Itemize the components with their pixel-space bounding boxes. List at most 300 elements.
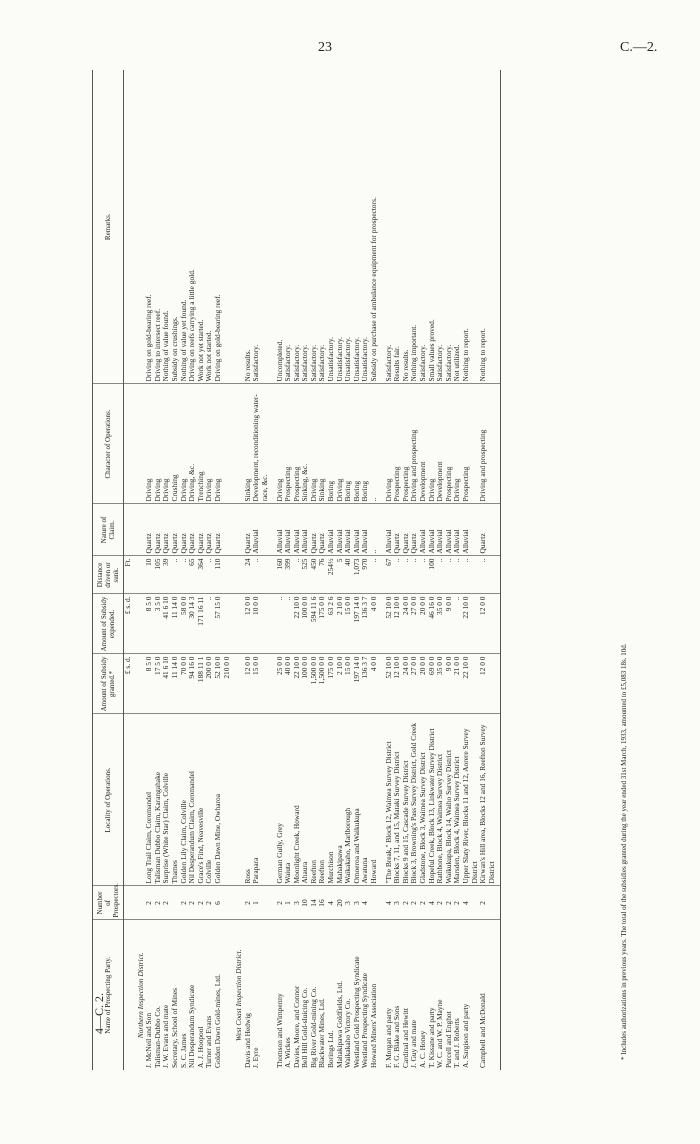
cell-locality: Grace's Find, Neavesville [197, 714, 206, 886]
subsidy-table [92, 70, 501, 1070]
cell-character: Boring [361, 384, 370, 504]
cell-remarks: Satisfactory. [445, 70, 454, 384]
cell-character [223, 384, 232, 504]
empty-cell [231, 504, 244, 556]
cell-num: 2 [453, 886, 462, 920]
cell-granted: 100 0 0 [301, 654, 310, 714]
cell-party: Westland Prospecting Syndicate [360, 972, 370, 1068]
cell-character: .. [370, 384, 379, 504]
cell-character: Crushing [171, 384, 180, 504]
cell-nature: .. [370, 504, 379, 556]
footnote: * Includes authorizations in previous years. The total of the subsidies granted during the year ended 31st March, 1933, amounted to £5,083 18s. 10d. [620, 643, 628, 1060]
cell-expended: .. [453, 594, 462, 654]
cell-character: Driving [214, 384, 223, 504]
cell-num: 2 [197, 886, 206, 920]
cell-remarks: Satisfactory. [301, 70, 310, 384]
cell-expended: 171 16 11 [197, 594, 206, 654]
col-header-remarks: Remarks. [93, 70, 124, 384]
cell-character: Sinking [244, 384, 253, 504]
cell-locality: Long Trail Claim, Coromandel [145, 714, 154, 886]
empty-cell [496, 384, 501, 504]
cell-num: 4 [462, 886, 479, 920]
units-granted: £ s. d. [124, 654, 133, 714]
cell-locality: German Gully, Grey [276, 714, 285, 886]
cell-expended: 35 0 0 [436, 594, 445, 654]
table-row [293, 70, 302, 1070]
page-reference: C.—2. [620, 40, 658, 55]
cell-distance: .. [436, 556, 445, 594]
cell-expended: .. [284, 594, 293, 654]
table-row [428, 70, 437, 1070]
cell-granted: 12 0 0 [244, 654, 253, 714]
cell-expended: 12 0 0 [479, 594, 496, 654]
cell-nature: Alluvial [327, 504, 336, 556]
cell-remarks: Satisfactory. [385, 70, 394, 384]
table-row [402, 70, 411, 1070]
cell-distance: 254½ [327, 556, 336, 594]
cell-distance: 24 [244, 556, 253, 594]
cell-nature: Alluvial [361, 504, 370, 556]
cell-granted: 17 5 0 [154, 654, 163, 714]
table-row [453, 70, 462, 1070]
cell-nature: Alluvial [276, 504, 285, 556]
cell-character: Prospecting [284, 384, 293, 504]
cell-granted: 20 0 0 [419, 654, 428, 714]
district-heading-row [231, 70, 244, 1070]
cell-nature: Quartz [318, 504, 327, 556]
cell-expended: 41 6 10 [162, 594, 171, 654]
cell-nature: Quartz [171, 504, 180, 556]
cell-num: 2 [436, 886, 445, 920]
cell-expended: 20 0 0 [419, 594, 428, 654]
cell-party: J. Eyre [251, 1047, 261, 1068]
cell-expended: 24 0 0 [402, 594, 411, 654]
cell-nature: Quartz [479, 504, 496, 556]
cell-distance: .. [479, 556, 496, 594]
cell-expended: .. [276, 594, 285, 654]
cell-num: 2 [244, 886, 253, 920]
cell-remarks: Driving on gold-bearing reef. [145, 70, 154, 384]
cell-remarks: No results. [244, 70, 253, 384]
cell-num: 3 [353, 886, 362, 920]
cell-party: F. Morgan and party [383, 1007, 393, 1068]
cell-granted: 41 6 10 [162, 654, 171, 714]
empty-cell [231, 654, 244, 714]
cell-expended: 175 0 0 [318, 594, 327, 654]
cell-granted: 9 0 0 [445, 654, 454, 714]
cell-locality: Block 3, Browning's Pass Survey District, Gold Creek [410, 714, 419, 886]
cell-remarks: Satisfactory. [436, 70, 445, 384]
cell-granted: 22 10 0 [462, 654, 479, 714]
cell-locality: Howard [370, 714, 379, 886]
cell-nature: Quartz [402, 504, 411, 556]
cell-remarks: Not utilized. [453, 70, 462, 384]
cell-granted: 21 0 0 [453, 654, 462, 714]
cell-expended: 3 5 0 [154, 594, 163, 654]
cell-nature: Alluvial [428, 504, 437, 556]
cell-remarks: Satisfactory. [293, 70, 302, 384]
cell-distance: 525 [301, 556, 310, 594]
cell-nature: Quartz [214, 504, 223, 556]
cell-granted: 35 0 0 [436, 654, 445, 714]
cell-nature: Quartz [410, 504, 419, 556]
cell-distance: 970 [361, 556, 370, 594]
cell-distance: .. [205, 556, 214, 594]
cell-party: J. W. Evans and mate [161, 1004, 171, 1068]
cell-granted: 11 14 0 [171, 654, 180, 714]
col-header-expended: Amount of Subsidy expended. [93, 594, 124, 654]
cell-granted: 8 5 0 [145, 654, 154, 714]
cell-character: Boring [327, 384, 336, 504]
cell-num: 1 [284, 886, 293, 920]
cell-character: Driving [180, 384, 189, 504]
cell-num: 2 [188, 886, 197, 920]
cell-character: Driving and prospecting [410, 384, 419, 504]
cell-nature: Alluvial [293, 504, 302, 556]
cell-distance: 110 [214, 556, 223, 594]
cell-party: Talisman-Dubbo Co. [152, 1006, 162, 1068]
cell-num: 4 [327, 886, 336, 920]
cell-expended: 22 10 0 [462, 594, 479, 654]
cell-expended: 46 16 0 [428, 594, 437, 654]
cell-party: Mahakipawa Goldfields, Ltd. [334, 980, 344, 1068]
empty-cell [231, 556, 244, 594]
cell-granted: 94 16 0 [188, 654, 197, 714]
cell-remarks: Satisfactory. [318, 70, 327, 384]
cell-remarks: Unsatisfactory. [361, 70, 370, 384]
cell-nature: Quartz [188, 504, 197, 556]
cell-remarks: Satisfactory. [419, 70, 428, 384]
cell-remarks: Satisfactory. [284, 70, 293, 384]
cell-party: Purcell and Enghot [443, 1011, 453, 1068]
cell-nature: Alluvial [344, 504, 353, 556]
table-row [180, 70, 189, 1070]
table-row [284, 70, 293, 1070]
cell-character: Driving [428, 384, 437, 504]
cell-character: Driving and prospecting [479, 384, 496, 504]
cell-character: Development, reconditioning water-race, &c. [252, 384, 269, 504]
cell-remarks: Unsatisfactory. [336, 70, 345, 384]
cell-expended: 12 10 0 [393, 594, 402, 654]
cell-granted: 70 0 0 [180, 654, 189, 714]
cell-nature: Quartz [310, 504, 319, 556]
cell-granted: 200 0 0 [205, 654, 214, 714]
table-row [436, 70, 445, 1070]
cell-distance: 5 [336, 556, 345, 594]
cell-granted: 52 10 0 [385, 654, 394, 714]
cell-remarks: Subsidy on purchase of ambulance equipment for prospectors. [370, 70, 379, 384]
cell-expended: .. [205, 594, 214, 654]
table-row [385, 70, 394, 1070]
cell-num: 2 [410, 886, 419, 920]
cell-expended: 197 14 0 [353, 594, 362, 654]
table-row [310, 70, 319, 1070]
col-header-distance: Distance driven or sunk. [93, 556, 124, 594]
cell-character: Boring [353, 384, 362, 504]
table-row [419, 70, 428, 1070]
cell-expended: 15 0 0 [344, 594, 353, 654]
cell-character: Sinking, &c. [301, 384, 310, 504]
cell-locality: Parapara [252, 714, 269, 886]
cell-distance: .. [252, 556, 269, 594]
table-body [124, 70, 501, 1070]
cell-granted: 1,500 0 0 [318, 654, 327, 714]
cell-remarks: Nothing of value yet found. [180, 70, 189, 384]
cell-party: A. J. Hoopool [195, 1026, 205, 1068]
cell-remarks: Nothing to report. [479, 70, 496, 384]
table-row [327, 70, 336, 1070]
cell-granted: 25 0 0 [276, 654, 285, 714]
cell-character: Development [436, 384, 445, 504]
cell-character: Driving [310, 384, 319, 504]
table-row [252, 70, 269, 1070]
cell-locality: Moonlight Creek, Howard [293, 714, 302, 886]
cell-distance: 450 [310, 556, 319, 594]
empty-cell [496, 920, 501, 1070]
side-mark: 4—C. 2. [92, 992, 106, 1034]
cell-num: 2 [445, 886, 454, 920]
header-row [93, 70, 124, 1070]
cell-expended: 27 0 0 [410, 594, 419, 654]
cell-locality: Ahaura [301, 714, 310, 886]
table-row [462, 70, 479, 1070]
cell-num: 2 [276, 886, 285, 920]
cell-locality: Reefton [318, 714, 327, 886]
cell-party: Turner and Evans [204, 1015, 214, 1068]
cell-party: T. Kissane and party [426, 1007, 436, 1068]
cell-num: 2 [419, 886, 428, 920]
table-row [145, 70, 154, 1070]
cell-locality: Upper Slaty River, Blocks 11 and 12, Aorere Survey District [462, 714, 479, 886]
cell-expended: 2 10 0 [336, 594, 345, 654]
cell-distance: .. [402, 556, 411, 594]
cell-character: Driving [154, 384, 163, 504]
cell-character: Boring [344, 384, 353, 504]
cell-locality: Talisman Dubbo Claim, Karangahake [154, 714, 163, 886]
cell-locality: Hopeful Creek, Block 13, Linkwater Survey District [428, 714, 437, 886]
cell-granted: 188 11 1 [197, 654, 206, 714]
cell-num: 2 [402, 886, 411, 920]
table-bottom-rule [496, 70, 501, 1070]
page-number: 23 [318, 40, 332, 55]
cell-expended: 58 0 0 [180, 594, 189, 654]
cell-party: F. G. Blake and Sons [392, 1005, 402, 1068]
cell-remarks: Unsatisfactory. [353, 70, 362, 384]
cell-distance: 67 [385, 556, 394, 594]
cell-remarks: Unsatisfactory. [327, 70, 336, 384]
cell-character: Prospecting [402, 384, 411, 504]
cell-granted: 15 0 0 [344, 654, 353, 714]
cell-distance: 105 [154, 556, 163, 594]
cell-expended: 11 14 0 [171, 594, 180, 654]
cell-locality: Kirwan's Hill area, Blocks 12 and 16, Reefton Survey District [479, 714, 496, 886]
cell-num: 20 [336, 886, 345, 920]
cell-locality: Waiuta [284, 714, 293, 886]
cell-locality: Ross [244, 714, 253, 886]
cell-distance: 39 [162, 556, 171, 594]
cell-nature: Alluvial [453, 504, 462, 556]
cell-party: Davis and Hedwig [242, 1012, 252, 1068]
cell-granted: 197 14 0 [353, 654, 362, 714]
cell-remarks: Unsatisfactory. [344, 70, 353, 384]
cell-remarks: Work not yet started. [197, 70, 206, 384]
units-distance: Ft. [124, 556, 133, 594]
empty-cell [496, 70, 501, 384]
cell-party: Blackwater Mines, Ltd. [317, 998, 327, 1068]
cell-granted: 24 0 0 [402, 654, 411, 714]
empty-cell [231, 886, 244, 920]
cell-distance: .. [293, 556, 302, 594]
cell-remarks: Nothing to report. [462, 70, 479, 384]
cell-nature: Alluvial [462, 504, 479, 556]
cell-nature: Alluvial [445, 504, 454, 556]
empty-cell [231, 594, 244, 654]
cell-nature: Alluvial [385, 504, 394, 556]
cell-party: Borings Ltd. [326, 1030, 336, 1068]
cell-nature: Quartz [205, 504, 214, 556]
cell-character: Prospecting [462, 384, 479, 504]
cell-remarks: Results fair. [393, 70, 402, 384]
units-row [124, 70, 133, 1070]
cell-distance: .. [171, 556, 180, 594]
empty-cell [496, 654, 501, 714]
cell-party: Davies, Moore, and Connor [291, 985, 301, 1068]
cell-granted: 12 10 0 [393, 654, 402, 714]
cell-remarks: Nothing of value found. [162, 70, 171, 384]
table-row [188, 70, 197, 1070]
cell-character: Driving [336, 384, 345, 504]
cell-nature: Alluvial [301, 504, 310, 556]
table-row [171, 70, 180, 1070]
cell-nature: Alluvial [419, 504, 428, 556]
cell-remarks [223, 70, 232, 384]
cell-character: Development [419, 384, 428, 504]
cell-expended [223, 594, 232, 654]
cell-party: Secretary, School of Mines [169, 988, 179, 1068]
cell-nature: Quartz [244, 504, 253, 556]
col-header-nature: Nature of Claim. [93, 504, 124, 556]
cell-expended: 4 0 0 [370, 594, 379, 654]
cell-party: Howard Miners' Association [369, 983, 379, 1068]
cell-remarks: Uncompleted. [276, 70, 285, 384]
cell-distance: .. [410, 556, 419, 594]
cell-granted: 22 10 0 [293, 654, 302, 714]
cell-distance: .. [419, 556, 428, 594]
cell-party: A. Wickes [283, 1037, 293, 1068]
cell-locality: Rathbone, Block 4, Waimea Survey District [436, 714, 445, 886]
cell-distance: 1,073 [353, 556, 362, 594]
cell-locality: Awatuna [361, 714, 370, 886]
cell-character: Prospecting [293, 384, 302, 504]
cell-expended: 30 14 3 [188, 594, 197, 654]
cell-expended: 52 10 0 [385, 594, 394, 654]
cell-remarks: Satisfactory. [252, 70, 269, 384]
empty-cell [496, 886, 501, 920]
cell-party: A. C. Honey [418, 1030, 427, 1068]
cell-character: Driving [385, 384, 394, 504]
cell-party: S. C. James [178, 1033, 188, 1068]
cell-granted: 210 0 0 [223, 654, 232, 714]
cell-party: Cardinal and Hewitt [400, 1008, 410, 1068]
table-row [197, 70, 206, 1070]
cell-nature: Quartz [154, 504, 163, 556]
table-row [223, 70, 232, 1070]
cell-num: 16 [318, 886, 327, 920]
col-header-locality: Locality of Operations. [93, 714, 124, 886]
cell-nature: Alluvial [336, 504, 345, 556]
cell-granted: 1,500 0 0 [310, 654, 319, 714]
cell-locality: Colville [205, 714, 214, 886]
cell-granted: 136 3 7 [361, 654, 370, 714]
empty-cell [496, 504, 501, 556]
district-heading: West Coast Inspection District. [234, 949, 244, 1042]
cell-locality: Blocks 7, 11, and 15, Mataki Survey District [393, 714, 402, 886]
cell-party: J. McNeil and Son [144, 1012, 154, 1068]
cell-locality: Gladstone, Block 3, Waimea Survey District [419, 714, 428, 886]
cell-num [223, 886, 232, 920]
cell-distance [223, 556, 232, 594]
cell-expended: 22 10 0 [293, 594, 302, 654]
cell-num: 3 [393, 886, 402, 920]
cell-num: 4 [361, 886, 370, 920]
cell-nature: Quartz [180, 504, 189, 556]
cell-distance: .. [462, 556, 479, 594]
cell-locality: Mahakipawa [336, 714, 345, 886]
table-row [370, 70, 379, 1070]
table-row [410, 70, 419, 1070]
cell-character: Trenching [197, 384, 206, 504]
cell-remarks: Subsidy on crushings. [171, 70, 180, 384]
cell-distance: 160 [276, 556, 285, 594]
col-header-character: Character of Operations. [93, 384, 124, 504]
col-header-granted: Amount of Subsidy granted.* [93, 654, 124, 714]
units-expended: £ s. d. [124, 594, 133, 654]
cell-expended: 100 0 0 [301, 594, 310, 654]
cell-party: Campbell and McDonald [478, 993, 488, 1068]
cell-party: J. Guy and mate [409, 1019, 419, 1068]
cell-character: Driving, &c. [188, 384, 197, 504]
cell-distance: .. [393, 556, 402, 594]
cell-num: 2 [479, 886, 496, 920]
cell-remarks: Driving on reefs carrying a little gold. [188, 70, 197, 384]
cell-distance: 76 [318, 556, 327, 594]
cell-nature: Alluvial [436, 504, 445, 556]
cell-locality: Omoeroa and Waikukupa [353, 714, 362, 886]
cell-locality: Thames [171, 714, 180, 886]
cell-expended: 12 0 0 [244, 594, 253, 654]
cell-locality: Waikukupa, Block 14, Waiho Survey District [445, 714, 454, 886]
cell-character: Driving [205, 384, 214, 504]
cell-locality: Golden Lily Claim, Colville [180, 714, 189, 886]
cell-remarks: Driving to intersect reef. [154, 70, 163, 384]
cell-expended: 594 11 6 [310, 594, 319, 654]
cell-character: Driving [453, 384, 462, 504]
cell-nature [223, 504, 232, 556]
table-row [393, 70, 402, 1070]
cell-locality: Reefton [310, 714, 319, 886]
cell-num: 2 [205, 886, 214, 920]
cell-num: 6 [214, 886, 223, 920]
table-row [301, 70, 310, 1070]
cell-locality [223, 714, 232, 886]
cell-granted: 12 0 0 [479, 654, 496, 714]
cell-nature: Quartz [393, 504, 402, 556]
cell-party: Waikakaho Victory Co. [343, 998, 353, 1068]
cell-character: Sinking [318, 384, 327, 504]
rotated-table-region [92, 70, 632, 1070]
cell-nature: Alluvial [353, 504, 362, 556]
cell-party: A. Sargison and party [460, 1003, 470, 1068]
